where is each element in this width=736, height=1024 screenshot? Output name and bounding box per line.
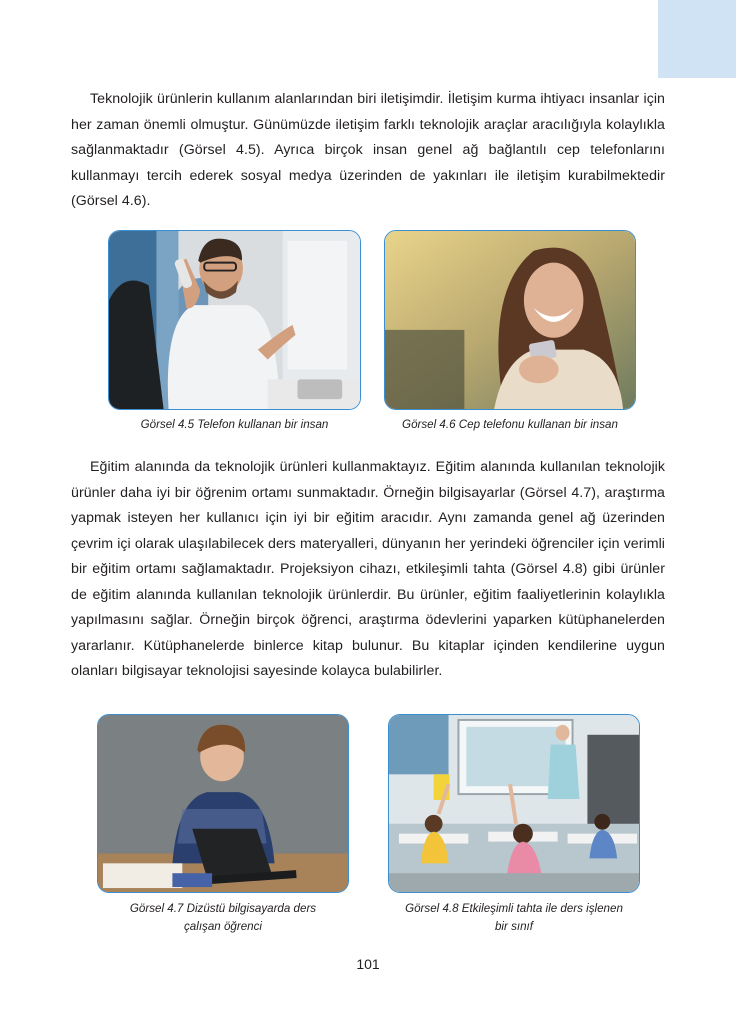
- caption-figure-4-5: Görsel 4.5 Telefon kullanan bir insan: [140, 418, 329, 431]
- photo-woman-with-phone: [384, 230, 636, 410]
- paragraph-communication: Teknolojik ürünlerin kullanım alanlarından biri iletişimdir. İletişim kurma ihtiyacı insanlar için her zaman önemli olmuştur. Günümüzde iletişim farklı teknolojik araçlar aracılığıyla kolaylıkla sağlanmaktadır (Görsel 4.5). Ayrıca birçok insan genel ağ bağlantılı cep telefonlarını kullanmayı tercih ederek sosyal medya üzerinden de yakınları ile iletişim kurabilmektedir (Görsel 4.6).: [71, 91, 665, 209]
- caption-figure-4-7-line1: Görsel 4.7 Dizüstü bilgisayarda ders: [129, 902, 317, 915]
- photo-man-on-phone: [108, 230, 361, 410]
- page-corner-tab: [658, 0, 736, 78]
- photo-classroom-interactive-board: [388, 714, 640, 893]
- photo-boy-with-laptop: [97, 714, 349, 893]
- paragraph-education: Eğitim alanında da teknolojik ürünleri kullanmaktayız. Eğitim alanında kullanılan teknolojik ürünler daha iyi bir öğrenim ortamı sunmaktadır. Örneğin bilgisayarlar (Görsel 4.7), araştırma yapmak isteyen her kullanıcı için iyi bir eğitim aracıdır. Aynı zamanda genel ağ üzerinden çevrim içi olarak ulaşılabilecek ders materyalleri, dünyanın her yerindeki öğrenciler için verimli bir eğitim ortamı sağlamaktadır. Projeksiyon cihazı, etkileşimli tahta (Görsel 4.8) gibi ürünler de eğitim alanında kullanılan teknolojik ürünlerdir. Bu ürünler, eğitim faaliyetlerinin kolaylıkla yapılmasını sağlar. Örneğin birçok öğrenci, araştırma ödevlerini yaparken kütüphanelerden yararlanır. Kütüphanelerde binlerce kitap bulunur. Bu kitaplar içinden kendilerine uygun olanları bilgisayar teknolojisi sayesinde kolayca bulabilirler.: [71, 459, 665, 679]
- caption-figure-4-7: [97, 900, 349, 936]
- caption-figure-4-8-line1: Görsel 4.8 Etkileşimli tahta ile ders işlenen: [405, 902, 623, 915]
- page-number: 101: [356, 956, 380, 972]
- caption-figure-4-8-line2: bir sınıf: [494, 920, 533, 933]
- caption-figure-4-7-line2: çalışan öğrenci: [184, 920, 262, 933]
- caption-figure-4-8: [388, 900, 640, 936]
- caption-figure-4-6: Görsel 4.6 Cep telefonu kullanan bir insan: [402, 418, 618, 431]
